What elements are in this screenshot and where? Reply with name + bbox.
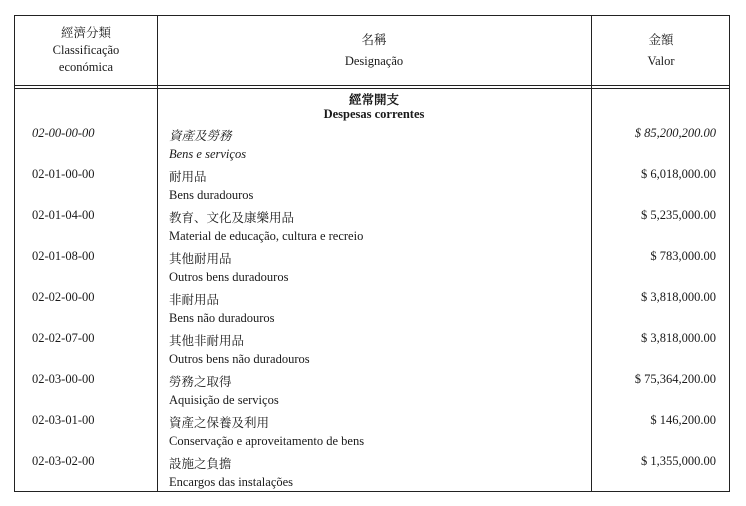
row-code: 02-01-04-00 xyxy=(32,208,95,222)
row-designation-zh: 耐用品 xyxy=(169,170,207,184)
header-value xyxy=(591,16,731,85)
row-designation-zh: 其他非耐用品 xyxy=(169,334,245,348)
row-designation-pt: Material de educação, cultura e recreio xyxy=(169,229,364,243)
row-value: $ 783,000.00 xyxy=(650,249,716,263)
row-designation-pt: Bens não duradouros xyxy=(169,311,275,325)
header-value-pt: Valor xyxy=(647,53,675,68)
row-designation-pt: Outros bens duradouros xyxy=(169,270,289,284)
row-designation-pt: Conservação e aproveitamento de bens xyxy=(169,434,365,448)
header-rule-bottom xyxy=(15,88,729,89)
header-classification-pt-2: económica xyxy=(58,60,114,74)
row-value: $ 146,200.00 xyxy=(650,413,716,427)
header-classification-pt-1: Classificação xyxy=(52,43,120,57)
row-designation-zh: 設施之負擔 xyxy=(169,457,232,471)
row-designation-pt: Encargos das instalações xyxy=(169,475,294,489)
row-designation-pt: Aquisição de serviços xyxy=(169,393,279,407)
section-title-pt: Despesas correntes xyxy=(323,107,425,121)
row-code: 02-02-07-00 xyxy=(32,331,95,345)
table-row xyxy=(15,208,729,228)
section-title-zh: 經常開支 xyxy=(348,93,399,107)
table-row xyxy=(15,249,729,269)
row-designation-zh: 非耐用品 xyxy=(169,293,220,307)
row-designation-pt: Bens e serviços xyxy=(169,147,247,161)
row-value: $ 1,355,000.00 xyxy=(641,454,716,468)
table-row xyxy=(15,331,729,351)
header-designation-pt: Designação xyxy=(344,53,404,68)
row-code: 02-01-08-00 xyxy=(32,249,95,263)
row-designation-pt: Bens duradouros xyxy=(169,188,254,202)
row-value: $ 75,364,200.00 xyxy=(634,372,716,386)
row-designation-zh: 其他耐用品 xyxy=(169,252,232,266)
header-classification-zh: 經濟分類 xyxy=(60,26,111,40)
row-value: $ 85,200,200.00 xyxy=(634,126,716,140)
header-value-zh: 金額 xyxy=(648,32,674,47)
row-designation-zh: 資產之保養及利用 xyxy=(169,416,270,430)
table-row xyxy=(15,126,729,146)
row-code: 02-03-02-00 xyxy=(32,454,95,468)
table-row xyxy=(15,167,729,187)
row-code: 02-02-00-00 xyxy=(32,290,95,304)
header-designation xyxy=(157,16,591,85)
header-classification xyxy=(15,16,157,85)
header-designation-zh: 名稱 xyxy=(361,32,387,47)
row-value: $ 3,818,000.00 xyxy=(641,331,716,345)
row-designation-zh: 資產及勞務 xyxy=(169,129,232,143)
row-designation-zh: 勞務之取得 xyxy=(169,375,232,389)
table-row xyxy=(15,372,729,392)
table-row xyxy=(15,290,729,310)
row-value: $ 6,018,000.00 xyxy=(641,167,716,181)
row-value: $ 5,235,000.00 xyxy=(641,208,716,222)
header-rule-top xyxy=(15,85,729,86)
table-row xyxy=(15,413,729,433)
row-designation-pt: Outros bens não duradouros xyxy=(169,352,310,366)
budget-table xyxy=(14,15,730,492)
row-code: 02-03-01-00 xyxy=(32,413,95,427)
row-code: 02-03-00-00 xyxy=(32,372,95,386)
row-designation-zh: 教育、文化及康樂用品 xyxy=(169,211,295,225)
row-code: 02-01-00-00 xyxy=(32,167,95,181)
table-row xyxy=(15,454,729,474)
row-value: $ 3,818,000.00 xyxy=(641,290,716,304)
row-code: 02-00-00-00 xyxy=(32,126,95,140)
